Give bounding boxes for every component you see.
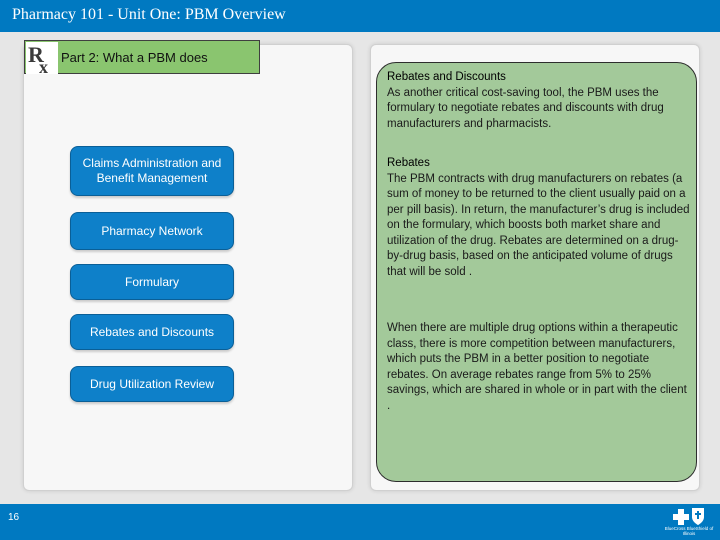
- part-header: [24, 40, 260, 74]
- claims-administration-button[interactable]: [70, 146, 234, 196]
- footer-bar: [0, 504, 720, 540]
- section-heading: Rebates: [387, 157, 430, 169]
- slide-title: Pharmacy 101 - Unit One: PBM Overview: [12, 6, 286, 23]
- drug-utilization-review-label: Drug Utilization Review: [89, 376, 215, 391]
- svg-text:x: x: [39, 57, 48, 74]
- blue-cross-blue-shield-logo: [660, 506, 718, 538]
- title-bar: [0, 0, 720, 32]
- page-number: 16: [8, 512, 20, 523]
- competition-section: [387, 321, 693, 414]
- rebates-discounts-section: [387, 70, 693, 132]
- part-title: Part 2: What a PBM does: [61, 50, 208, 65]
- logo-text: BlueCross BlueShield of Illinois: [664, 526, 714, 536]
- pharmacy-network-label: Pharmacy Network: [101, 223, 203, 238]
- drug-utilization-review-button[interactable]: [70, 366, 234, 402]
- svg-text:R: R: [28, 42, 44, 67]
- rebates-section: [387, 156, 693, 280]
- formulary-button[interactable]: [70, 264, 234, 300]
- cross-shield-icon: [660, 506, 718, 526]
- section-body: The PBM contracts with drug manufacturers on rebates (a sum of money to be returned to the client usually paid on a per pill basis). In return, the manufacturer’s drug is included on the formulary, which boosts both market share and utilization of the drug. Rebates are determined on a drug-by-drug basis, based on the anticipated volume of drugs that will be sold .: [387, 172, 690, 278]
- rebates-content-box: [376, 62, 697, 482]
- rebates-and-discounts-button[interactable]: [70, 314, 234, 350]
- section-body: When there are multiple drug options within a therapeutic class, there is more competition between manufacturers, which puts the PBM in a better position to negotiate rebates. On average rebates range from 5% to 25% savings, which are shared in whole or in part with the client .: [387, 322, 687, 412]
- rebates-and-discounts-label: Rebates and Discounts: [89, 324, 215, 339]
- formulary-label: Formulary: [124, 274, 179, 289]
- rx-icon: [26, 42, 58, 74]
- pharmacy-network-button[interactable]: [70, 212, 234, 250]
- claims-administration-label: Claims Administration and Benefit Management: [82, 156, 222, 185]
- section-heading: Rebates and Discounts: [387, 71, 506, 83]
- section-body: As another critical cost-saving tool, the PBM uses the formulary to negotiate rebates and discounts with drug manufacturers and pharmacists.: [387, 86, 664, 130]
